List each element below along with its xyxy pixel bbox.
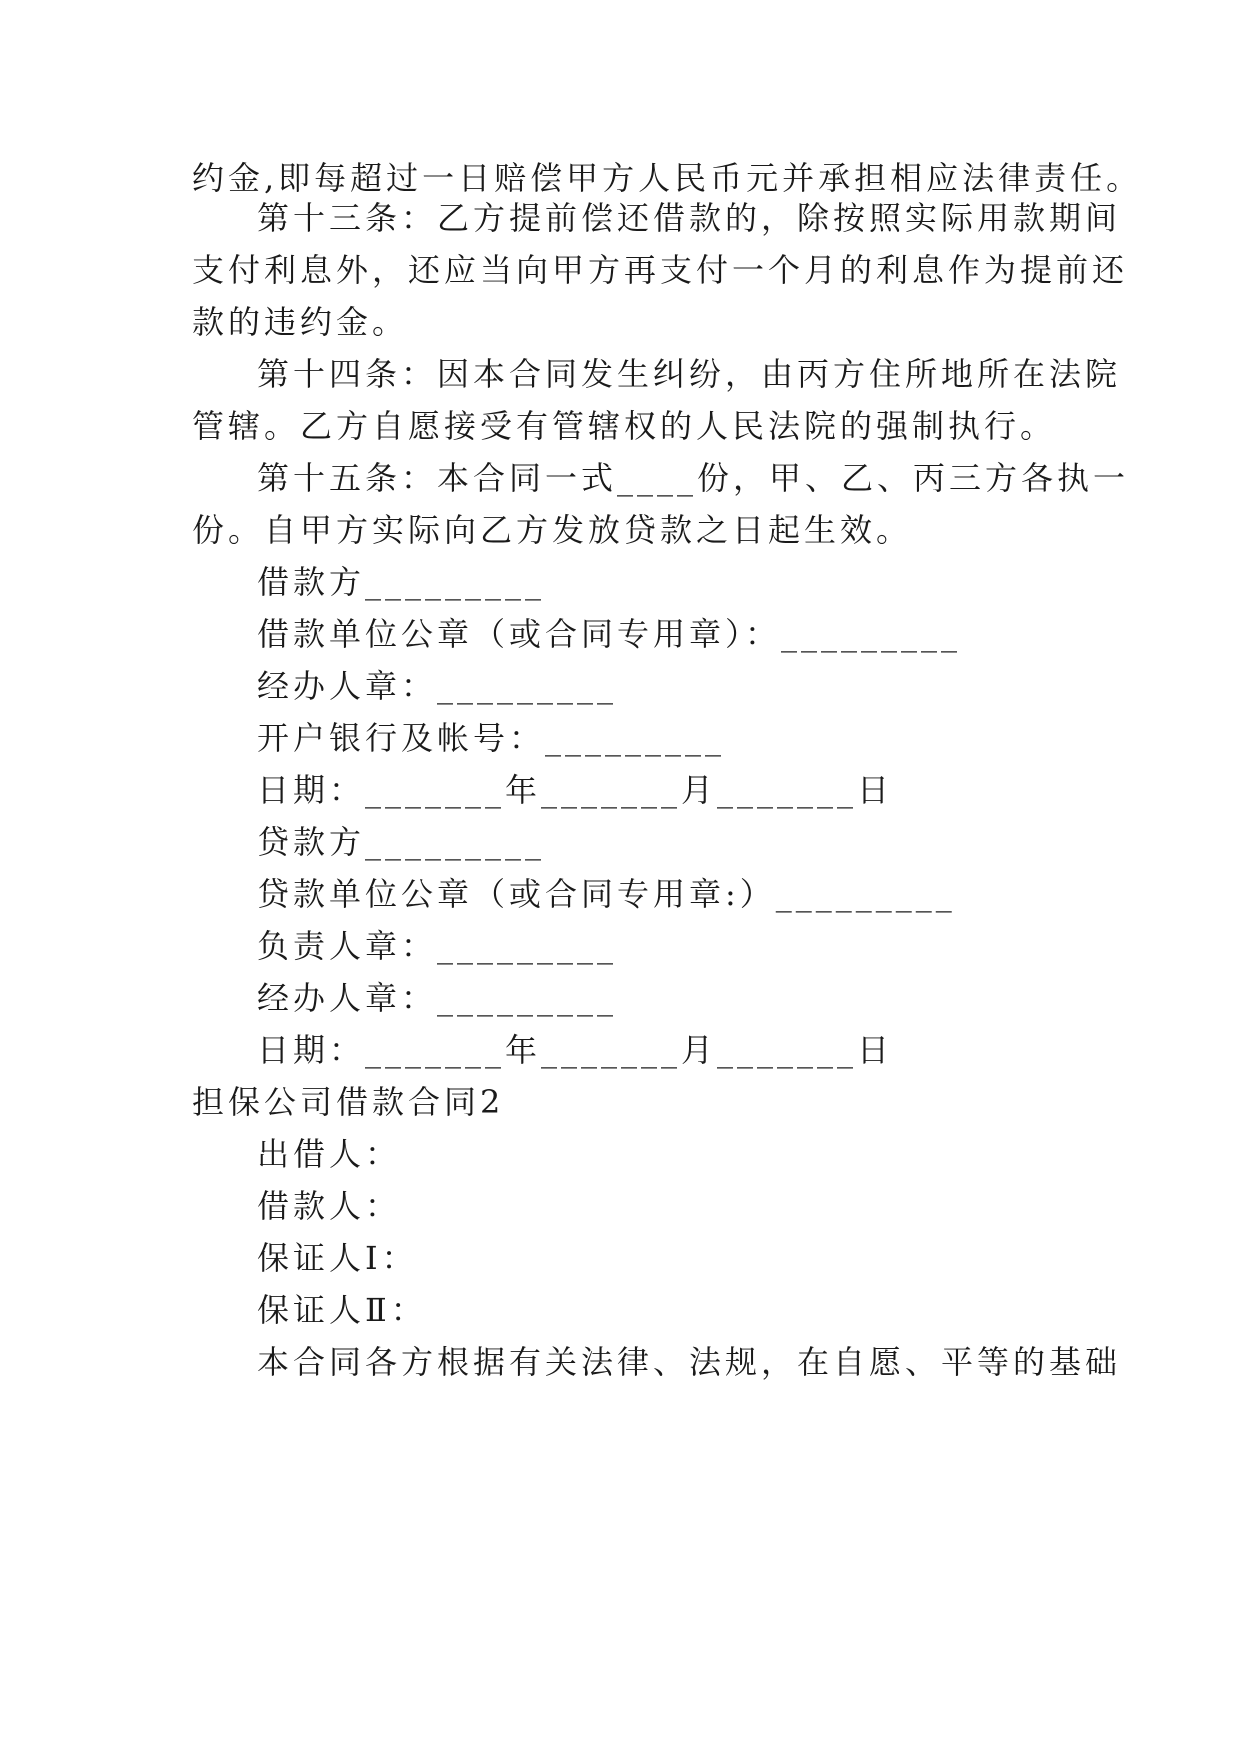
date-field: 日期：_______年_______月_______日 bbox=[257, 1031, 894, 1069]
guarantor-2: 保证人Ⅱ： bbox=[257, 1291, 427, 1329]
date-field: 日期：_______年_______月_______日 bbox=[257, 771, 894, 809]
clause-15: 第十五条：本合同一式____份，甲、乙、丙三方各执一 bbox=[257, 459, 1130, 497]
text-line: 支付利息外，还应当向甲方再支付一个月的利息作为提前还 bbox=[192, 251, 1129, 289]
text-line: 份。自甲方实际向乙方发放贷款之日起生效。 bbox=[192, 511, 913, 549]
agent-seal-field: 经办人章：_________ bbox=[257, 667, 618, 705]
section-title: 担保公司借款合同2 bbox=[192, 1083, 505, 1121]
bank-account-field: 开户银行及帐号：_________ bbox=[257, 719, 726, 757]
text-line: 本合同各方根据有关法律、法规，在自愿、平等的基础 bbox=[257, 1343, 1122, 1381]
clause-14: 第十四条：因本合同发生纠纷，由丙方住所地所在法院 bbox=[257, 355, 1122, 393]
text-line: 管辖。乙方自愿接受有管辖权的人民法院的强制执行。 bbox=[192, 407, 1057, 445]
borrower-party: 借款人： bbox=[257, 1187, 402, 1225]
lender-seal-field: 贷款单位公章（或合同专用章:）_________ bbox=[257, 875, 956, 913]
text-line: 约金,即每超过一日赔偿甲方人民币元并承担相应法律责任。 bbox=[192, 159, 1143, 197]
text-line: 款的违约金。 bbox=[192, 303, 409, 341]
lender-party: 出借人： bbox=[257, 1135, 402, 1173]
guarantor-1: 保证人Ⅰ： bbox=[257, 1239, 418, 1277]
responsible-seal-field: 负责人章：_________ bbox=[257, 927, 618, 965]
borrower-seal-field: 借款单位公章（或合同专用章）：_________ bbox=[257, 615, 962, 653]
lender-field: 贷款方_________ bbox=[257, 823, 546, 861]
borrower-field: 借款方_________ bbox=[257, 563, 546, 601]
clause-13: 第十三条：乙方提前偿还借款的，除按照实际用款期间 bbox=[257, 199, 1122, 237]
agent-seal-field: 经办人章：_________ bbox=[257, 979, 618, 1017]
